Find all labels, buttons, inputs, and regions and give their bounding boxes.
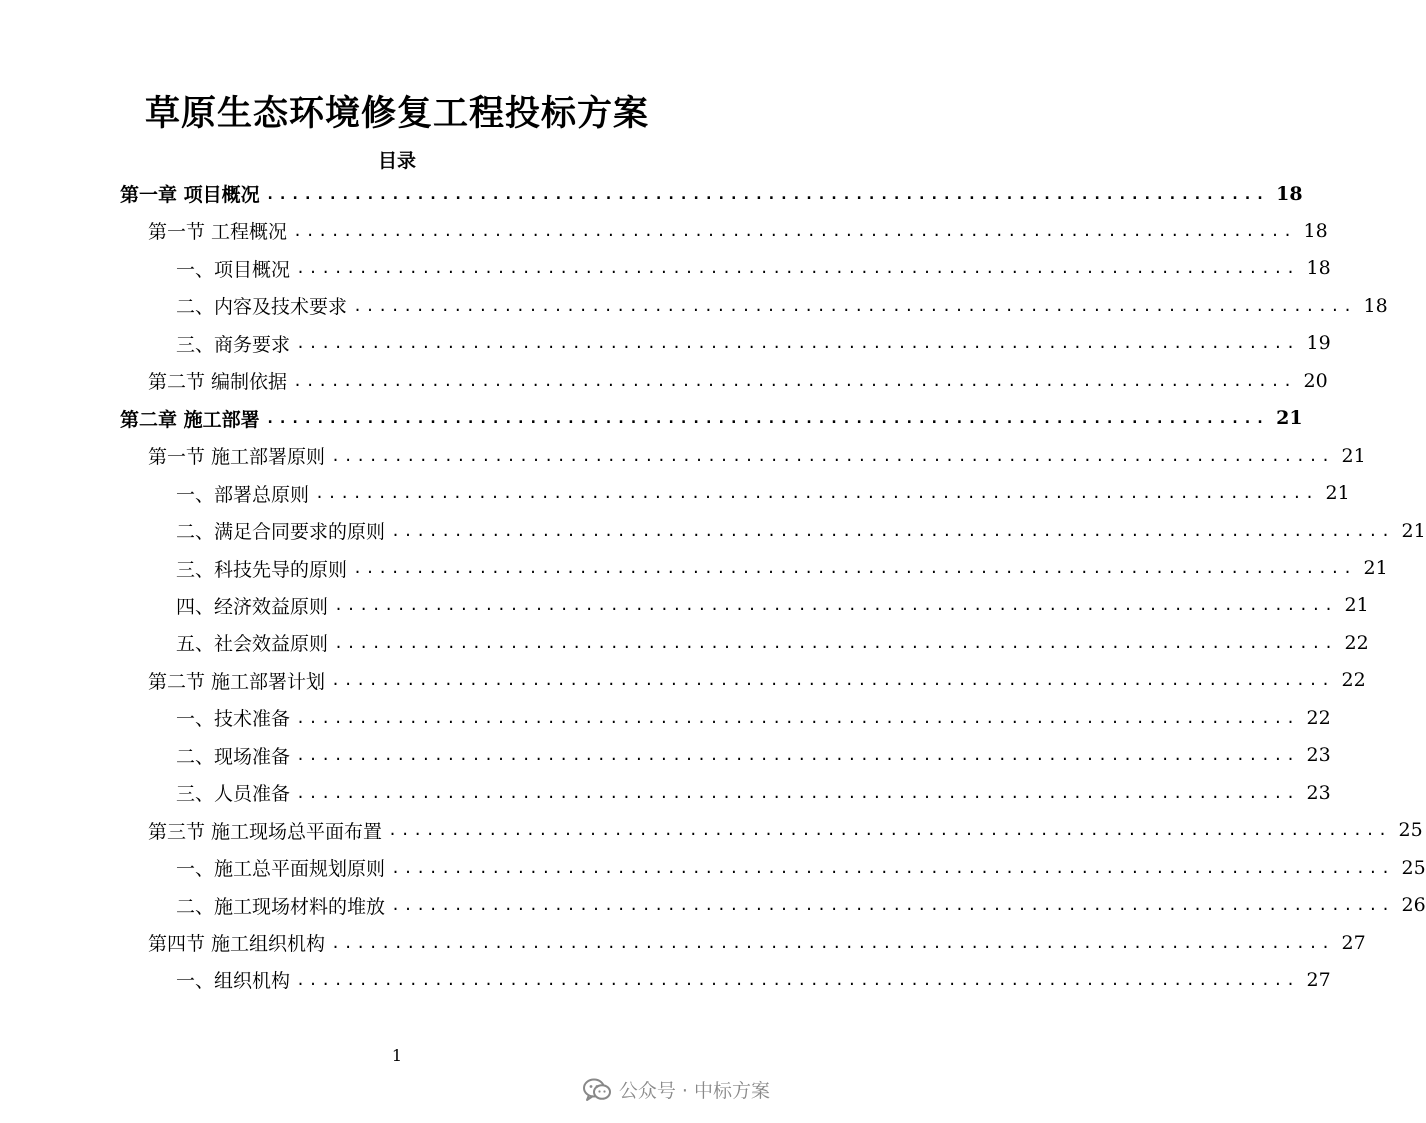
toc-entry-page: 25 bbox=[1398, 819, 1423, 842]
toc-entry-label: 第一节 施工部署原则 bbox=[148, 446, 326, 469]
toc-entry[interactable] bbox=[176, 961, 1331, 998]
toc-entry-label: 二、满足合同要求的原则 bbox=[176, 521, 386, 544]
toc-dot-leader: ................................................................................ bbox=[391, 896, 1394, 915]
document-title: 草原生态环境修复工程投标方案 bbox=[144, 93, 649, 134]
page-number: 1 bbox=[391, 1046, 403, 1065]
toc-entry-page: 21 bbox=[1276, 407, 1303, 430]
toc-entry-page: 18 bbox=[1303, 219, 1328, 242]
toc-entry-label: 二、内容及技术要求 bbox=[176, 296, 348, 319]
toc-dot-leader: ................................................................................ bbox=[334, 633, 1337, 652]
toc-entry-page: 22 bbox=[1341, 669, 1366, 692]
toc-dot-leader: ................................................................................ bbox=[296, 708, 1299, 727]
watermark bbox=[583, 1076, 770, 1103]
toc-dot-leader: ................................................................................ bbox=[331, 933, 1334, 952]
toc-entry[interactable] bbox=[176, 774, 1331, 811]
toc-entry[interactable] bbox=[176, 325, 1331, 362]
toc-dot-leader: ................................................................................ bbox=[331, 446, 1334, 465]
toc-entry[interactable] bbox=[176, 737, 1331, 774]
toc-dot-leader: ................................................................................ bbox=[265, 409, 1269, 428]
toc-dot-leader: ................................................................................ bbox=[315, 484, 1318, 503]
toc-entry[interactable] bbox=[176, 887, 1426, 924]
toc-entry[interactable] bbox=[176, 550, 1388, 587]
toc-entry-label: 一、施工总平面规划原则 bbox=[176, 858, 386, 881]
toc-entry[interactable] bbox=[148, 812, 1423, 849]
toc-entry[interactable] bbox=[176, 699, 1331, 736]
toc-entry[interactable] bbox=[148, 662, 1366, 699]
toc-dot-leader: ................................................................................ bbox=[391, 521, 1394, 540]
toc-entry-page: 18 bbox=[1306, 257, 1331, 280]
toc-entry[interactable] bbox=[176, 512, 1426, 549]
toc-entry-page: 25 bbox=[1401, 856, 1426, 879]
toc-entry[interactable] bbox=[148, 437, 1366, 474]
toc-entry-label: 第一节 工程概况 bbox=[148, 221, 288, 244]
toc-entry[interactable] bbox=[176, 287, 1388, 324]
toc-entry-page: 18 bbox=[1276, 182, 1303, 205]
toc-entry-page: 22 bbox=[1344, 631, 1369, 654]
toc-entry[interactable] bbox=[176, 624, 1369, 661]
toc-entry[interactable] bbox=[176, 587, 1369, 624]
toc-entry-label: 三、商务要求 bbox=[176, 333, 291, 356]
toc-dot-leader: ................................................................................ bbox=[353, 296, 1356, 315]
toc-entry[interactable] bbox=[120, 400, 1303, 437]
toc-dot-leader: ................................................................................ bbox=[388, 821, 1391, 840]
toc-entry[interactable] bbox=[176, 475, 1350, 512]
toc-dot-leader: ................................................................................ bbox=[391, 858, 1394, 877]
toc-heading: 目录 bbox=[377, 150, 416, 172]
toc-entry-page: 21 bbox=[1363, 557, 1388, 579]
toc-entry-label: 第二节 施工部署计划 bbox=[148, 670, 326, 693]
toc-entry-page: 27 bbox=[1341, 931, 1366, 954]
toc-entry-label: 四、经济效益原则 bbox=[176, 595, 329, 618]
toc-entry-label: 一、技术准备 bbox=[176, 708, 291, 731]
toc-dot-leader: ................................................................................ bbox=[353, 559, 1356, 577]
toc-entry[interactable] bbox=[176, 849, 1426, 886]
toc-entry[interactable] bbox=[148, 212, 1328, 249]
toc-entry-label: 一、部署总原则 bbox=[176, 483, 310, 506]
toc-dot-leader: ................................................................................ bbox=[296, 746, 1299, 765]
toc-dot-leader: ................................................................................ bbox=[293, 371, 1296, 390]
toc-entry-page: 19 bbox=[1306, 332, 1331, 355]
toc-entry-page: 21 bbox=[1325, 482, 1350, 505]
toc-entry-page: 18 bbox=[1363, 294, 1388, 317]
toc-dot-leader: ................................................................................ bbox=[296, 783, 1299, 802]
toc-dot-leader: ................................................................................ bbox=[334, 596, 1337, 615]
toc-entry-label: 一、项目概况 bbox=[176, 258, 291, 281]
toc-entry[interactable] bbox=[120, 175, 1303, 212]
toc-entry-page: 27 bbox=[1306, 968, 1331, 991]
toc-dot-leader: ................................................................................ bbox=[296, 259, 1299, 278]
toc-entry-label: 第三节 施工现场总平面布置 bbox=[148, 820, 383, 843]
toc-entry-page: 21 bbox=[1341, 444, 1366, 467]
toc-entry-label: 二、现场准备 bbox=[176, 745, 291, 768]
toc-entry-page: 21 bbox=[1401, 519, 1426, 542]
toc-entry-label: 五、社会效益原则 bbox=[176, 633, 329, 656]
toc-entry-page: 23 bbox=[1306, 744, 1331, 767]
toc-dot-leader: ................................................................................ bbox=[265, 184, 1269, 203]
toc-entry-label: 三、科技先导的原则 bbox=[176, 558, 348, 581]
toc-entry-page: 22 bbox=[1306, 706, 1331, 729]
toc-entry-label: 第一章 项目概况 bbox=[120, 184, 260, 206]
toc-entry-label: 三、人员准备 bbox=[176, 783, 291, 806]
toc-entry-label: 第二节 编制依据 bbox=[148, 371, 288, 394]
toc-entry[interactable] bbox=[148, 924, 1366, 961]
toc-entry-label: 第二章 施工部署 bbox=[120, 408, 260, 431]
toc-dot-leader: ................................................................................ bbox=[293, 221, 1296, 240]
toc-dot-leader: ................................................................................ bbox=[331, 671, 1334, 690]
toc-entry-label: 一、组织机构 bbox=[176, 970, 291, 993]
toc-entry[interactable] bbox=[148, 362, 1328, 399]
toc-entry-page: 23 bbox=[1306, 781, 1331, 804]
toc-entry-label: 二、施工现场材料的堆放 bbox=[176, 895, 386, 918]
toc-dot-leader: ................................................................................ bbox=[296, 334, 1299, 353]
watermark-text: 公众号 · 中标方案 bbox=[618, 1080, 770, 1102]
wechat-icon bbox=[583, 1078, 611, 1102]
toc-entry-page: 20 bbox=[1303, 369, 1328, 392]
toc-entry[interactable] bbox=[176, 250, 1331, 287]
toc-entry-page: 26 bbox=[1401, 894, 1426, 917]
toc-entry-label: 第四节 施工组织机构 bbox=[148, 933, 326, 955]
toc-entry-page: 21 bbox=[1344, 594, 1369, 617]
toc-dot-leader: ................................................................................ bbox=[296, 970, 1299, 989]
